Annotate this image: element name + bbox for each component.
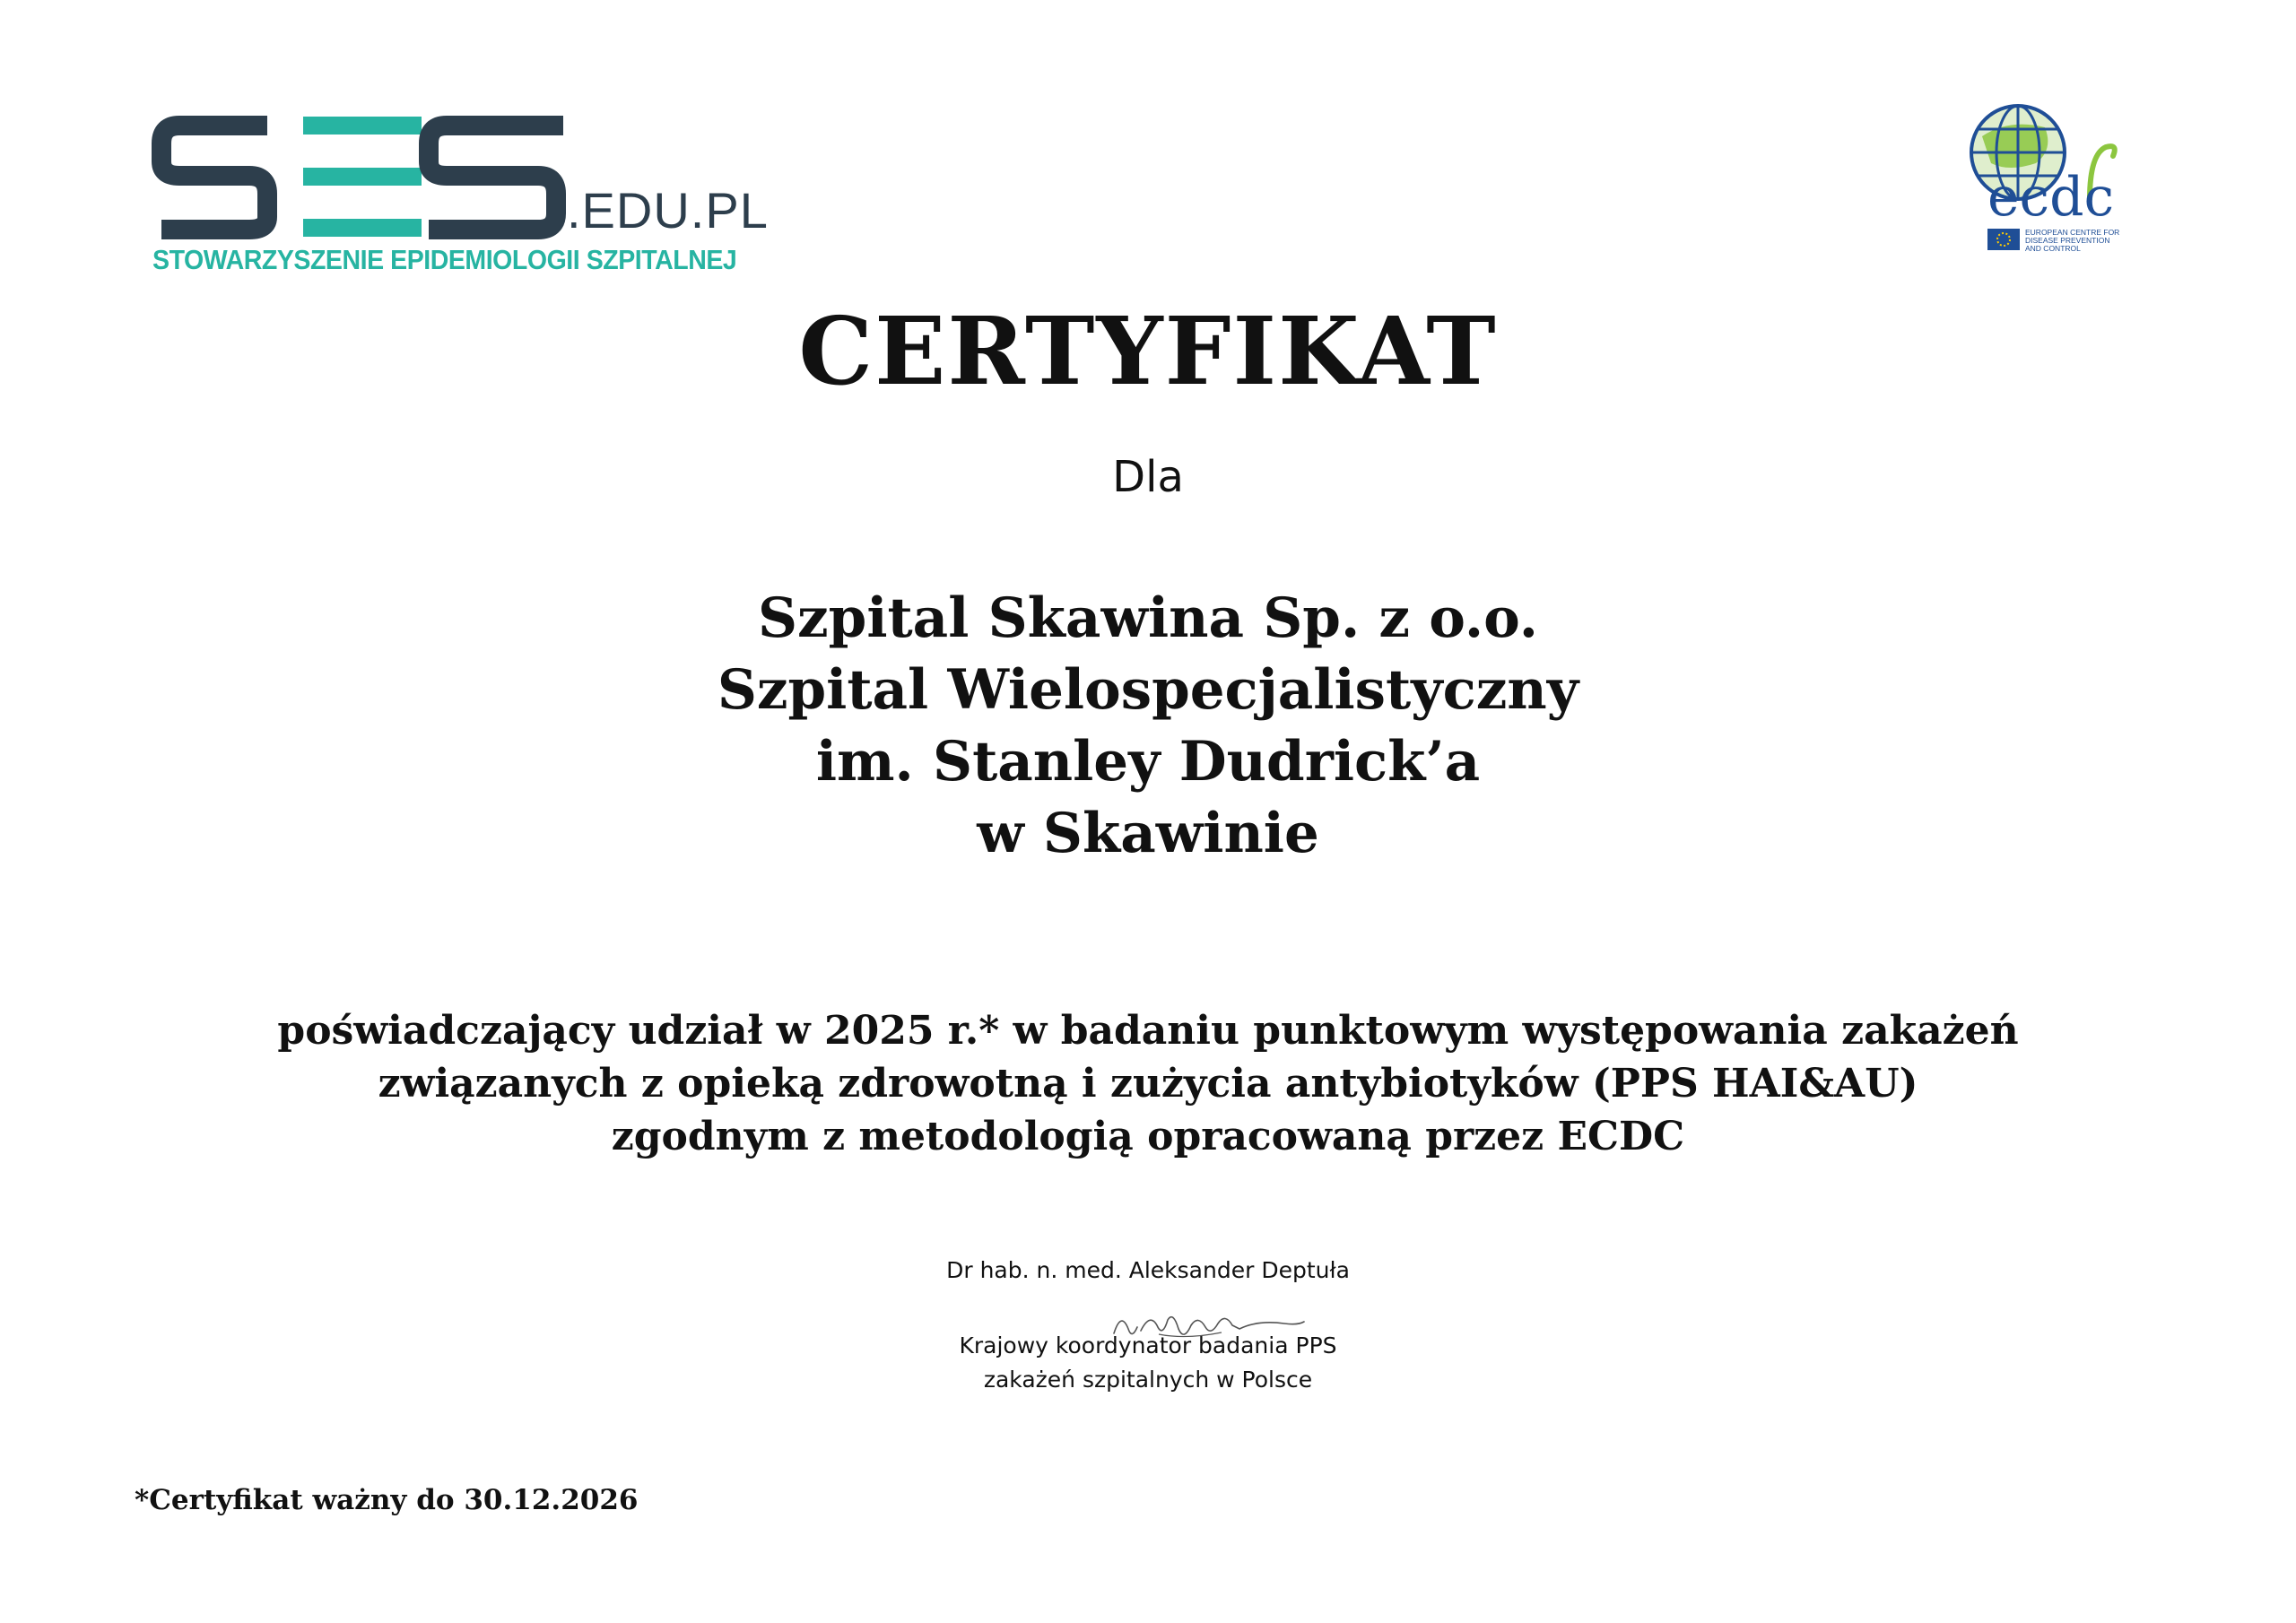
statement-line: poświadczający udział w 2025 r.* w badaniu punktowym występowania zakażeń bbox=[277, 1008, 2019, 1054]
for-label: Dla bbox=[1112, 452, 1184, 502]
certificate-title: CERTYFIKAT bbox=[798, 296, 1498, 406]
ecdc-logo bbox=[1955, 100, 2144, 262]
ecdc-globe-icon bbox=[1955, 100, 2144, 262]
ses-logo-second-s bbox=[152, 117, 769, 242]
recipient-line: w Skawinie bbox=[977, 802, 1319, 865]
signer-role-line: Krajowy koordynator badania PPS bbox=[959, 1332, 1337, 1358]
statement-line: zgodnym z metodologią opracowaną przez ECDC bbox=[611, 1114, 1685, 1159]
ecdc-wordmark: ecdc bbox=[1987, 166, 2115, 229]
svg-text:AND CONTROL: AND CONTROL bbox=[2025, 244, 2081, 253]
signer-role-line: zakażeń szpitalnych w Polsce bbox=[983, 1367, 1313, 1393]
signer-role bbox=[0, 1329, 2296, 1397]
svg-text:DISEASE PREVENTION: DISEASE PREVENTION bbox=[2025, 236, 2110, 245]
recipient-line: im. Stanley Dudrick’a bbox=[815, 730, 1481, 794]
recipient-line: Szpital Wielospecjalistyczny bbox=[717, 658, 1579, 722]
signer-name: Dr hab. n. med. Aleksander Deptuła bbox=[946, 1257, 1350, 1283]
recipient-name bbox=[0, 583, 2296, 870]
recipient-line: Szpital Skawina Sp. z o.o. bbox=[757, 586, 1539, 650]
statement-line: związanych z opieką zdrowotną i zużycia antybiotyków (PPS HAI&AU) bbox=[378, 1061, 1918, 1107]
validity-note: *Certyfikat ważny do 30.12.2026 bbox=[135, 1484, 639, 1516]
ses-logo-subtitle: STOWARZYSZENIE EPIDEMIOLOGII SZPITALNEJ bbox=[152, 244, 737, 275]
ses-logo-suffix: .EDU.PL bbox=[567, 182, 769, 239]
ses-logo bbox=[152, 117, 769, 287]
eu-flag-icon bbox=[1987, 229, 2020, 250]
svg-text:EUROPEAN CENTRE FOR: EUROPEAN CENTRE FOR bbox=[2025, 228, 2120, 237]
certificate-statement bbox=[0, 1004, 2296, 1163]
